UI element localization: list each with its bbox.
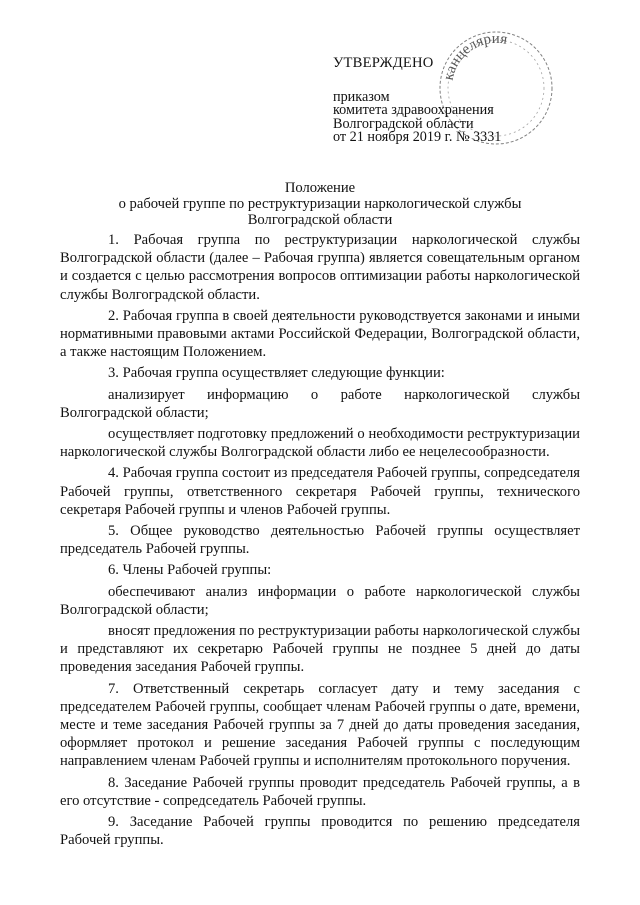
clause-paragraph: 3. Рабочая группа осуществляет следующие функции: [108, 365, 445, 382]
clause-paragraph: 1. Рабочая группа по реструктуризации наркологической службы Волгоградской области (далее – Рабочая группа) является совещательным органом и создается с целью рассмотрения вопросов оптимизации работы наркологической службы Волгоградской области. [60, 232, 580, 303]
svg-text:канцелярия: канцелярия [440, 30, 509, 82]
clause-paragraph: анализирует информацию о работе наркологической службы Волгоградской области; [60, 386, 580, 421]
document-body [60, 231, 580, 850]
clause-paragraph: обеспечивают анализ информации о работе наркологической службы Волгоградской области; [60, 583, 580, 618]
approved-heading: УТВЕРЖДЕНО [333, 55, 434, 71]
clause-paragraph: 2. Рабочая группа в своей деятельности руководствуется законами и иными нормативными правовыми актами Российской Федерации, Волгоградской области, а также настоящим Положением. [60, 307, 580, 361]
document-title [60, 180, 580, 228]
title-line: о рабочей группе по реструктуризации наркологической службы [118, 196, 522, 212]
clause-paragraph: 8. Заседание Рабочей группы проводит председатель Рабочей группы, а в его отсутствие - сопредседатель Рабочей группы. [60, 774, 580, 809]
approval-line: комитета здравоохранения [333, 102, 494, 119]
clause-paragraph: 6. Члены Рабочей группы: [108, 562, 272, 579]
clause-paragraph: 5. Общее руководство деятельностью Рабочей группы осуществляет председатель Рабочей группы. [60, 523, 580, 558]
clause-paragraph: 4. Рабочая группа состоит из председателя Рабочей группы, сопредседателя Рабочей группы, ответственного секретаря Рабочей группы, технического секретаря Рабочей группы и членов Рабочей группы. [60, 465, 581, 518]
approval-line: приказом [333, 88, 390, 105]
approval-block [333, 57, 501, 145]
clause-paragraph: вносят предложения по реструктуризации работы наркологической службы и представляют их секретарю Рабочей группы не позднее 5 дней до даты проведения заседания Рабочей группы. [60, 623, 580, 676]
approval-line: Волгоградской области [333, 115, 474, 132]
title-line: Положение [284, 180, 356, 196]
approval-line: от 21 ноября 2019 г. № 3331 [333, 129, 502, 146]
clause-paragraph: 9. Заседание Рабочей группы проводится по решению председателя Рабочей группы. [60, 814, 580, 849]
clause-paragraph: 7. Ответственный секретарь согласует дату и тему заседания с председателем Рабочей группы, сообщает членам Рабочей группы о дате, времени, месте и теме заседания Рабочей группы за 7 дней до даты проведения заседания, оформляет протокол и решение заседания Рабочей группы с последующим направлением членам Рабочей группы и исполнителям протокольного поручения. [60, 680, 580, 770]
clause-paragraph: осуществляет подготовку предложений о необходимости реструктуризации наркологической службы Волгоградской области либо ее нецелесообразности. [60, 426, 580, 461]
title-line: Волгоградской области [247, 212, 393, 228]
